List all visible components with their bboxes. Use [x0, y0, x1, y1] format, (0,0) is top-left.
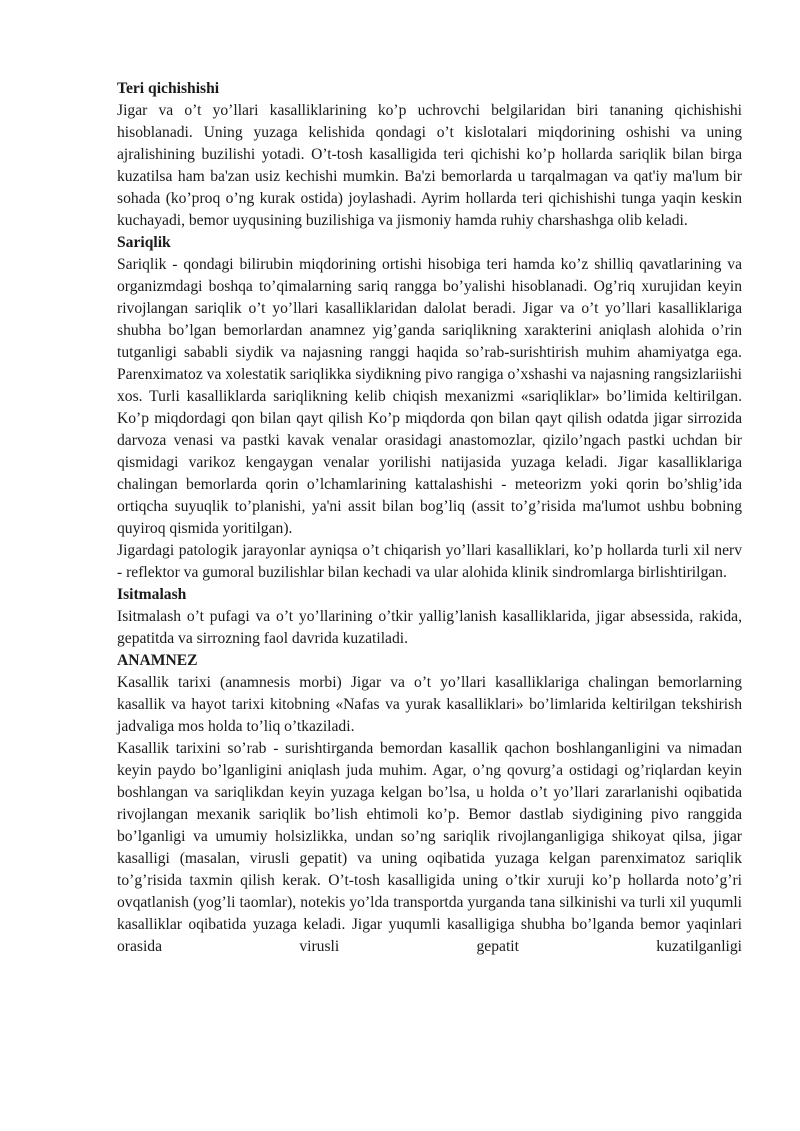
paragraph-sariqlik-1: Sariqlik - qondagi bilirubin miqdorining ortishi hisobiga teri hamda ko’z shilliq qavatlarining va organizmdagi boshqa to’qimalarning sariq rangga bo’yalishi hisoblanadi. Og’riq xurujidan keyin rivojlangan sariqlik o’t yo’llari kasalliklaridan dalolat beradi. Jigar va o’t yo’llari kasalliklariga shubha bo’lgan bemorlardan anamnez yig’ganda sariqlikning xarakterini aniqlash alohida o’rin tutganligi sababli siydik va najasning ranggi haqida so’rab-surishtirish muhim ahamiyatga ega. Parenximatoz va xolestatik sariqlikka siydikning pivo rangiga o’xshashi va najasning rangsizlariishi xos. Turli kasalliklarda sariqlikning kelib chiqish mexanizmi «sariqliklar» bo’limida keltirilgan. Ko’p miqdordagi qon bilan qayt qilish Ko’p miqdorda qon bilan qayt qilish odatda jigar sirrozida darvoza venasi va pastki kavak venalar orasidagi anastomozlar, qizilo’ngach pastki uchdan bir qismidagi varikoz kengaygan venalar yorilishi natijasida yuzaga keladi. Jigar kasalliklariga chalingan bemorlarda qorin o’lchamlarining kattalashishi - meteorizm yoki qorin bo’shlig’ida ortiqcha suyuqlik to’planishi, ya'ni assit bilan bog’liq (assit to’g’risida ma'lumot ushbu bobning quyiroq qismida yoritilgan).	[117, 256, 742, 537]
paragraph-isitmalash: Isitmalash o’t pufagi va o’t yo’llarining o’tkir yallig’lanish kasalliklarida, jigar absessida, rakida, gepatitda va sirrozning faol davrida kuzatiladi.	[117, 608, 742, 647]
paragraph-teri-qichishishi: Jigar va o’t yo’llari kasalliklarining ko’p uchrovchi belgilaridan biri tananing qichishishi hisoblanadi. Uning yuzaga kelishida qondagi o’t kislotalari miqdorining oshishi va uning ajralishining buzilishi yotadi. O’t-tosh kasalligida teri qichishi ko’p hollarda sariqlik bilan birga kuzatilsa ham ba'zan usiz kechishi mumkin. Ba'zi bemorlarda u tarqalmagan va qat'iy ma'lum bir sohada (ko’proq o’ng kurak ostida) joylashadi. Ayrim hollarda teri qichishishi tunga yaqin keskin kuchayadi, bemor uyqusining buzilishiga va jismoniy hamda ruhiy charshashga olib keladi.	[117, 102, 742, 229]
paragraph-anamnez-2: Kasallik tarixini so’rab - surishtirganda bemordan kasallik qachon boshlanganligini va nimadan keyin paydo bo’lganligini aniqlash juda muhim. Agar, o’ng qovurg’a ostidagi og’riqlardan keyin boshlangan va sariqlikdan keyin yuzaga kelgan bo’lsa, u holda o’t yo’llari zararlanishi oqibatida rivojlangan mexanik sariqlik bo’lish ehtimoli ko’p. Bemor dastlab siydigining pivo ranggida bo’lganligi va umumiy holsizlikka, undan so’ng sariqlik rivojlanganligiga shikoyat qilsa, jigar kasalligi (masalan, virusli gepatit) va uning oqibatida yuzaga kelgan parenximatoz sariqlik to’g’risida taxmin qilish kerak. O’t-tosh kasalligida uning o’tkir xuruji ko’p hollarda noto’g’ri ovqatlanish (yog’li taomlar), notekis yo’lda transportda yurganda tana silkinishi va turli xil yuqumli kasalliklar oqibatida yuzaga keladi. Jigar yuqumli kasalligiga shubha bo’lganda bemor yaqinlari orasida virusli gepatit kuzatilganligi	[117, 740, 742, 955]
section-heading-anamnez: ANAMNEZ	[117, 652, 198, 669]
paragraph-sariqlik-2: Jigardagi patologik jarayonlar ayniqsa o’t chiqarish yo’llari kasalliklari, ko’p hollarda turli xil nerv - reflektor va gumoral buzilishlar bilan kechadi va ular alohida klinik sindromlarga birlishtirilgan.	[117, 542, 742, 581]
section-heading-isitmalash: Isitmalash	[117, 586, 187, 603]
paragraph-anamnez-1: Kasallik tarixi (anamnesis morbi) Jigar va o’t yo’llari kasalliklariga chalingan bemorlarning kasallik va hayot tarixi kitobning «Nafas va yurak kasalliklari» bo’limlarida keltirilgan tekshirish jadvaliga mos holda to’liq o’tkaziladi.	[117, 674, 742, 735]
section-heading-teri-qichishishi: Teri qichishishi	[117, 80, 220, 97]
section-heading-sariqlik: Sariqlik	[117, 234, 171, 251]
document-page	[117, 78, 742, 958]
